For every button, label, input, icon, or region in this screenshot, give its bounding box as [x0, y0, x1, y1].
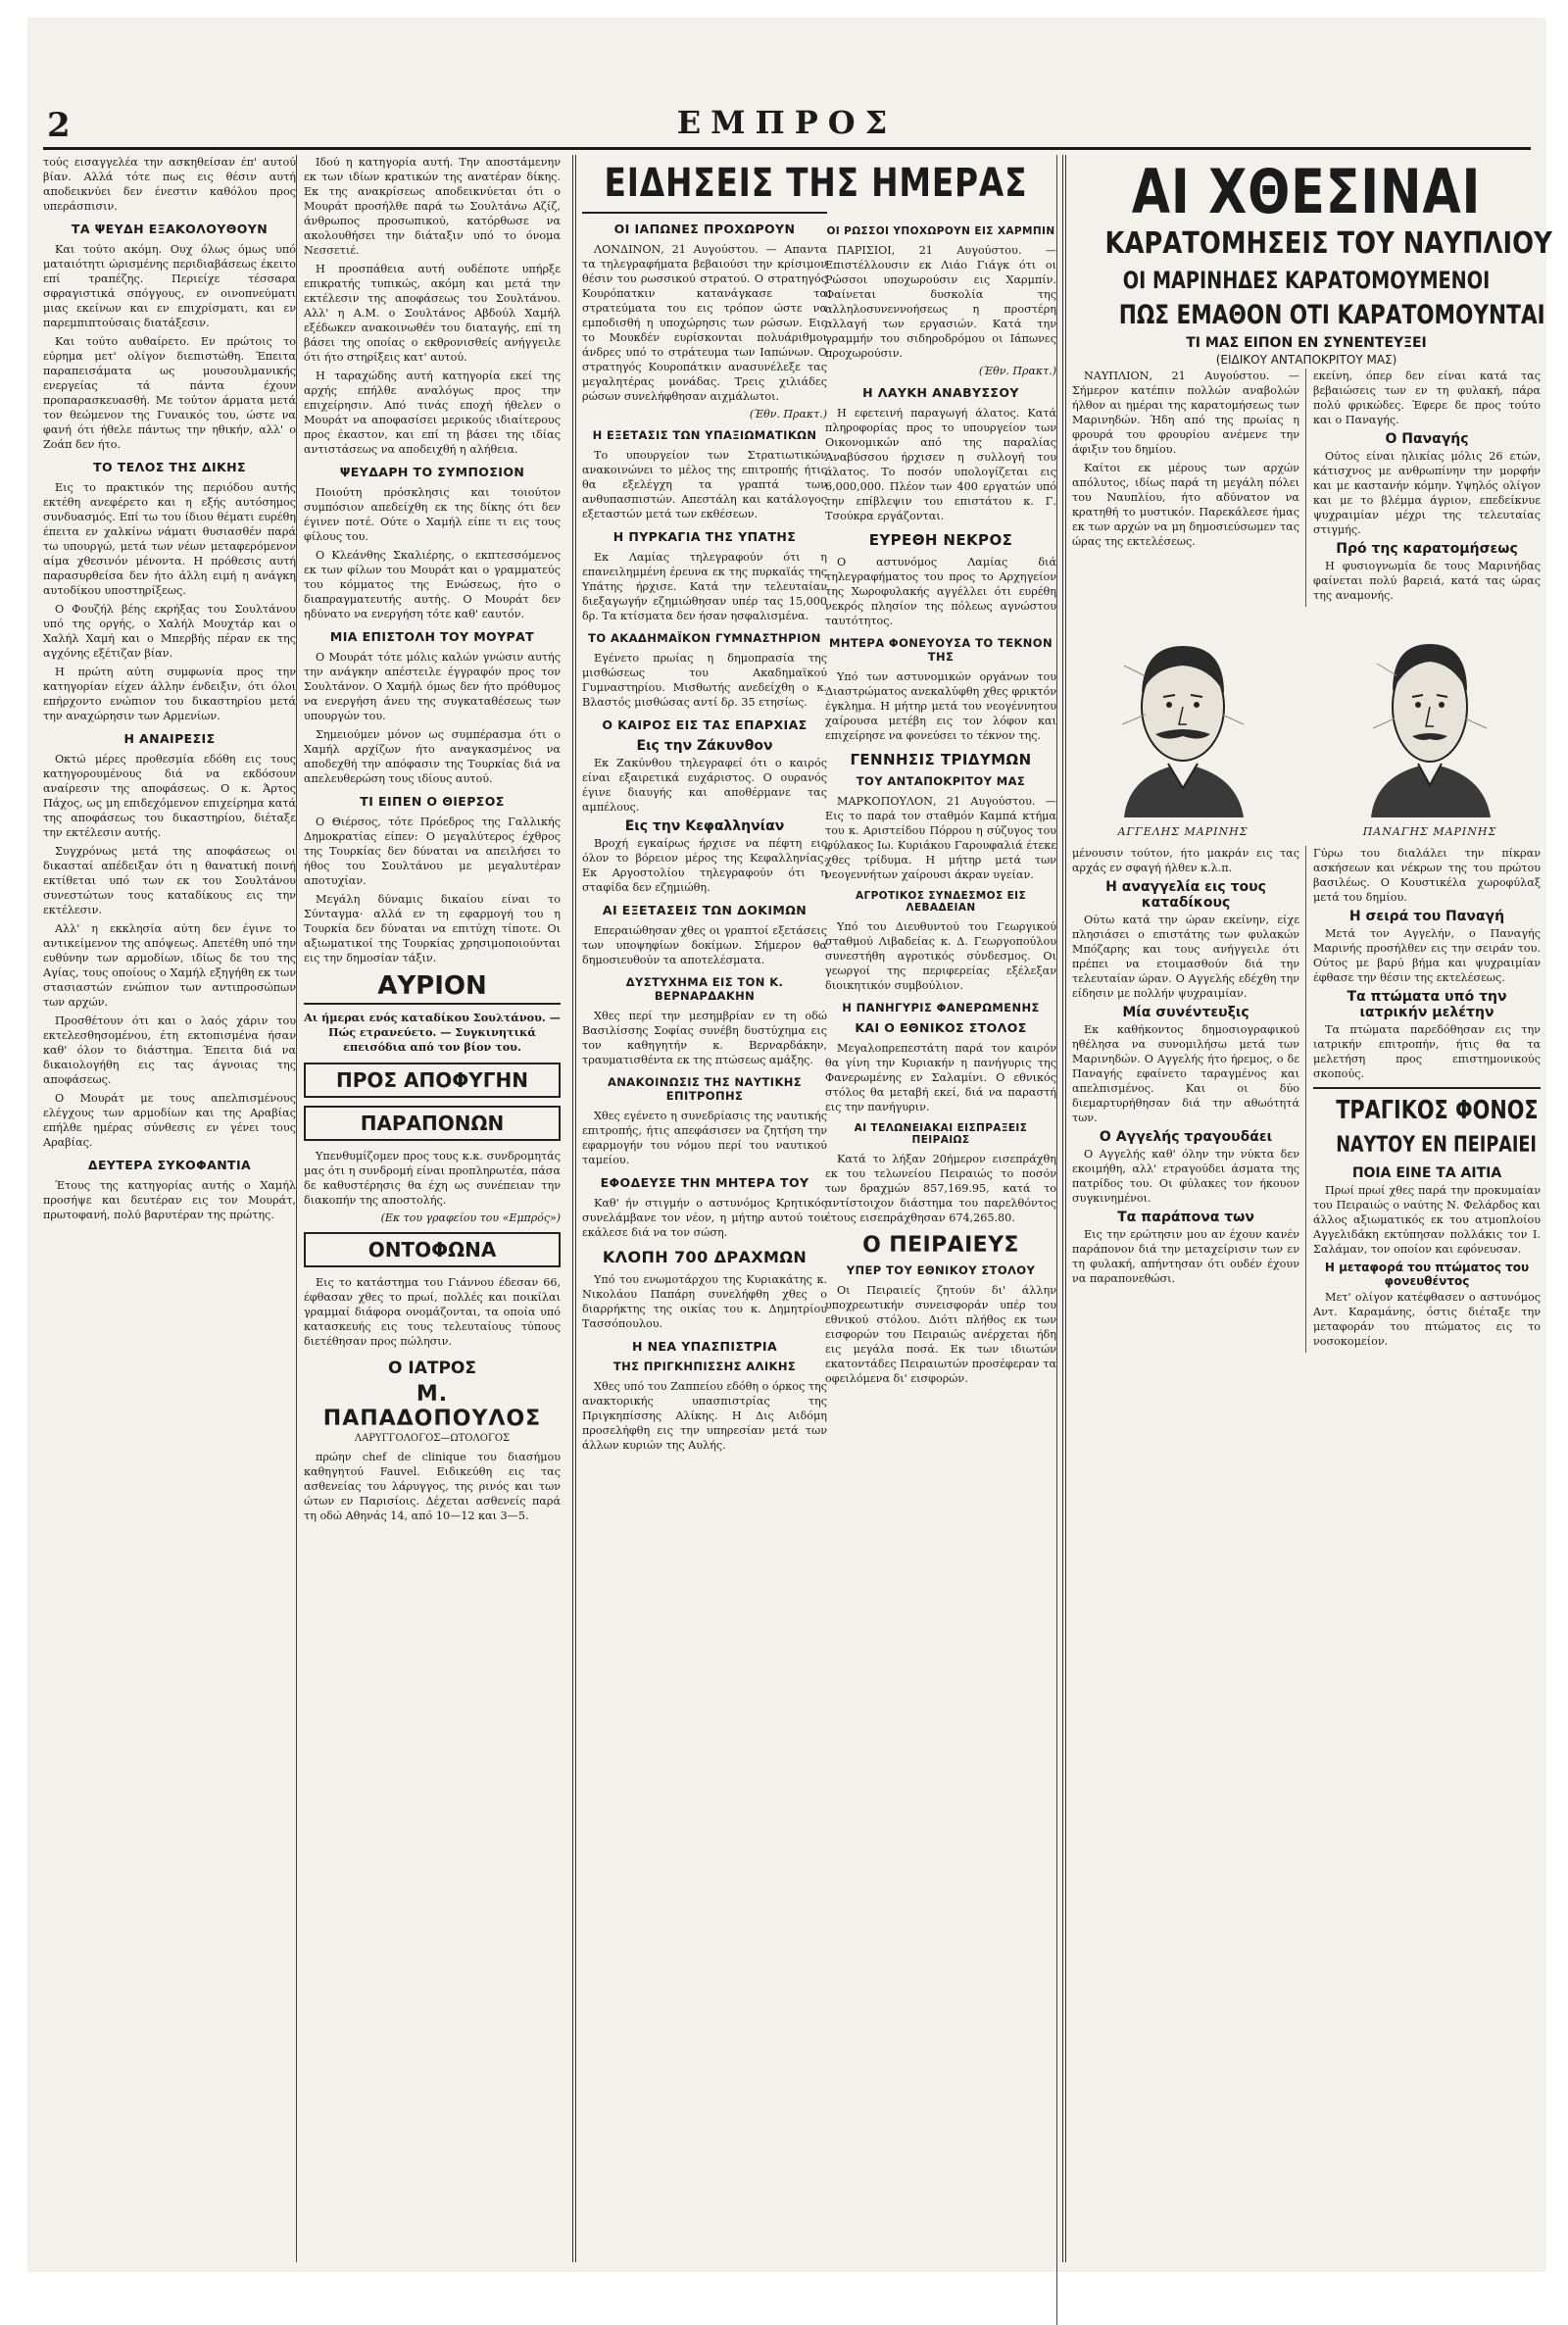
subheading: Ο Αγγελής τραγουδάει	[1099, 1129, 1273, 1145]
section-heading: Η ΛΑΥΚΗ ΑΝΑΒΥΣΣΟΥ	[862, 385, 1019, 400]
column-2	[304, 155, 561, 2262]
article-text: Συγχρόνως μετά της αποφάσεως οι δικασταί απέδειξαν ότι η θανατική ποινή εκτίθεται υπό των εκ του Σουλτάνου συνεστώτων τους καταδίκους εις την εκτέλεσιν.	[43, 845, 296, 916]
section-heading: ΤΗΣ ΠΡΙΓΚΗΠΙΣΣΗΣ ΑΛΙΚΗΣ	[612, 1360, 797, 1373]
rule	[1313, 1087, 1541, 1089]
advert-text: Εις το κατάστημα του Γιάννου έδεσαν 66, έφθασαν χθες το πρωί, πολλές και ποικίλαι γραμμαί διάφορα ονομάζονται, τα οποία υπό κατασκευής εις τους τελευταίους τύπους διετέθησαν προς πώλησιν.	[304, 1276, 561, 1348]
article-text: Υπό του Διευθυντού του Γεωργικού σταθμού Λιβαδείας κ. Δ. Γεωργοπούλου συνεστήθη αγροτικός σύνδεσμος. Οι γεωργοί της περιφερείας εξέλεξαν διοικητικόν συμβούλιον.	[825, 920, 1056, 992]
article-text: Γύρω του διαλάλει την πίκραν ασκήσεων και νέκρων της του πρώτου βασιλέως. Ο Κουστικέλα χωροφύλαξ μετά του δημίου.	[1313, 847, 1541, 904]
article-text: Το υπουργείον των Στρατιωτικών ανακοινώνει το μέλος της επιτροπής ήτις θα εξελέγχη τα γραπτά των ανθυπασπιστών. Απεστάλη και κατάλογος εξεταστών μετά των εκθέσεων.	[582, 449, 827, 520]
article-text: Ούτος είναι ηλικίας μόλις 26 ετών, κάτισχνος με ανθρωπίνην την μορφήν και με καστανήν κόμην. Υψηλός ολίγον και με το βλέμμα άγριον, επεδείκνυε ψυχραιμίαν μέχρι της τελευταίας στιγμής.	[1313, 450, 1541, 536]
article-text: Κατά το λήξαν 20ήμερον εισεπράχθη εκ του τελωνείου Πειραιώς το ποσόν των δραχμών 857,169.95, κατά το αντίστοιχον διάστημα του παρελθόντος έτους εισεπράχθησαν 674,265.80.	[825, 1153, 1056, 1224]
article-text: ΛΟΝΔΙΝΟΝ, 21 Αυγούστου. — Απαντα τα τηλεγραφήματα βεβαιούσι την κρίσιμον θέσιν του ρωσσικού στρατού. Ο στρατηγός Κουρόπατκιν κατανάγκασε τα στρατεύματα του εις τρόπον ώστε να εμποδισθή η υποχώρησις των ρώσων. Εις το Μουκδέν ευρίσκονται πολυάριθμοι άνδρες υπό το στράτευμα των Ιαπώνων. Ο στρατηγός Κουροπάτκιν ανασυνέλεξε τας μεγαλητέρας μονάδας. Τρεις χιλιάδες ρώσων συνελήφθησαν αιχμάλωτοι.	[582, 243, 827, 403]
main-headline-line4: ΠΩΣ ΕΜΑΘΟΝ ΟΤΙ ΚΑΡΑΤΟΜΟΥΝΤΑΙ	[1118, 300, 1545, 330]
section-heading: ΥΠΕΡ ΤΟΥ ΕΘΝΙΚΟΥ ΣΤΟΛΟΥ	[846, 1263, 1036, 1277]
rule	[582, 212, 827, 214]
lead-story-right	[1313, 369, 1541, 607]
article-text: Ούτω κατά την ώραν εκείνην, είχε πλησιάσει ο επιστάτης των φυλακών Μπόζαρης και τους ανήγγειλε ότι πρέπει να ετοιμασθούν διά την τελευταίαν ώραν. Ο Αγγελής εδέχθη την είδησιν με πολλήν ψυχραιμίαν.	[1072, 914, 1299, 1000]
article-text: Βροχή εγκαίρως ήρχισε να πέφτη εις όλον το βόρειον μέρος της Κεφαλληνίας. Εκ Αργοστολίου τηλεγραφούν ότι η σταφίδα δεν εζημιώθη.	[582, 837, 827, 894]
main-headline-line5: ΤΙ ΜΑΣ ΕΙΠΟΝ ΕΝ ΣΥΝΕΝΤΕΥΞΕΙ	[1186, 335, 1427, 351]
section-heading: Η ΠΑΝΗΓΥΡΙΣ ΦΑΝΕΡΩΜΕΝΗΣ	[842, 1001, 1040, 1014]
article-text: Χθες εγένετο η συνεδρίασις της ναυτικής επιτροπής, ήτις απεφάσισεν να ζητήση την εφαρμογήν του νόμου περί του ναυτικού ταμείου.	[582, 1110, 827, 1166]
article-text: Επεραιώθησαν χθες οι γραπτοί εξετάσεις των υποψηφίων δοκίμων. Σήμερον θα δημοσιευθούν τα αποτελέσματα.	[582, 924, 827, 966]
portrait-drawing	[1085, 617, 1281, 822]
article-text: Ο Μουράτ τότε μόλις καλών γνώσιν αυτής την ανάγκην απέστειλε έγγραφόν προς τον Σουλτάνον. Ο Χαμήλ όμως δεν ήτο πρόθυμος να ενεργήση άνευ της συγκαταθέσεως των υπουργών του.	[304, 651, 561, 722]
article-text: Πρωί πρωί χθες παρά την προκυμαίαν του Πειραιώς ο ναύτης Ν. Φελάρδος και άλλος αξιωματικός εκ του ατμοπλοίου Αγγελιδάκη εκτύπησαν πολλάκις τον Ι. Σαλάμαν, τον οποίον και εφόνευσαν.	[1313, 1184, 1541, 1256]
article-text: Οι Πειραιείς ζητούν δι' άλλην υποχρεωτικήν συνεισφοράν υπέρ του εθνικού στόλου. Διότι πλήθος εκ των εισφορών του Πειραιώς ανέρχεται ήδη εις μεγάλα ποσά. Εκ των ιδιωτών εκατοντάδες Πειραιωτών προσέφεραν τα οφειλόμενα δι' εισφορών.	[825, 1284, 1056, 1385]
section-heading: ΚΛΟΠΗ 700 ΔΡΑΧΜΩΝ	[602, 1248, 808, 1266]
tragic-murder-headline: ΤΡΑΓΙΚΟΣ ΦΟΝΟΣ	[1336, 1096, 1539, 1125]
article-text: Υπό του ενωμοτάρχου της Κυριακάτης κ. Νικολάου Παπάρη συνελήφθη χθες ο διαρρήκτης της οικίας του κ. Δημητρίου Τασσόπουλου.	[582, 1273, 827, 1330]
column-4	[825, 155, 1057, 2325]
section-heading: ΑΝΑΚΟΙΝΩΣΙΣ ΤΗΣ ΝΑΥΤΙΚΗΣ ΕΠΙΤΡΟΠΗΣ	[607, 1075, 803, 1103]
section-heading: Η ΠΥΡΚΑΓΙΑ ΤΗΣ ΥΠΑΤΗΣ	[612, 529, 797, 544]
article-text: Ποιούτη πρόσκλησις και τοιούτον συμπόσιον απεδείχθη εκ της δίκης ότι δεν έγινεν ποτέ. Ούτε ο Χαμήλ είπε τι εις τους φίλους του.	[304, 486, 561, 543]
article-text: Μετ' ολίγον κατέφθασεν ο αστυνόμος Αντ. Καραμάνης, όστις διέταξε την μεταφοράν του πτώματος εις το νοσοκομείον.	[1313, 1291, 1541, 1348]
subheading: Εις την Ζάκυνθον	[636, 738, 773, 754]
portraits-row	[1072, 617, 1541, 838]
article-text: Χθες περί την μεσημβρίαν εν τη οδώ Βασιλίσσης Σοφίας συνέβη δυστύχημα εις τον καθηγητήν κ. Βερναρδάκην, τραυματισθέντα εκ της πτώσεως αμάξης.	[582, 1010, 827, 1066]
advert-box-heading: ΠΑΡΑΠΟΝΩΝ	[304, 1106, 561, 1141]
section-heading: ΤΙ ΕΙΠΕΝ Ο ΘΙΕΡΣΟΣ	[360, 794, 505, 809]
article-text: Εγένετο πρωίας η δημοπρασία της μισθώσεως του Ακαδημαϊκού Γυμναστηρίου. Μισθωτής ανεδείχθη ο κ. Βλαστός μισθώσας αντί δρ. 35 ετησίως.	[582, 652, 827, 709]
subheading: Εις την Κεφαλληνίαν	[624, 818, 785, 834]
main-headline: ΑΙ ΧΘΕΣΙΝΑΙ	[1131, 156, 1482, 227]
section-heading: ΤΟ ΑΚΑΔΗΜΑΪΚΟΝ ΓΥΜΝΑΣΤΗΡΙΟΝ	[588, 631, 821, 645]
column-1	[43, 155, 297, 2262]
article-text: Η φυσιογνωμία δε τους Μαρινήδας φαίνεται πολύ βαρειά, κατά τας ώρας της αναμονής.	[1313, 560, 1541, 602]
section-heading: ΤΑ ΨΕΥΔΗ ΕΞΑΚΟΛΟΥΘΟΥΝ	[71, 222, 269, 236]
article-text: Υπό των αστυνομικών οργάνων του Διαστρώματος ανεκαλύφθη χθες φρικτόν έγκλημα. Η μήτηρ μετά του νεογέννητου χαίρουσα μετέβη εις τον λόφον και επιχείρησε να φονεύσει το τέκνον της.	[825, 670, 1056, 742]
section-heading: ΕΥΡΕΘΗ ΝΕΚΡΟΣ	[868, 531, 1013, 549]
section-heading: ΟΙ ΡΩΣΣΟΙ ΥΠΟΧΩΡΟΥΝ ΕΙΣ ΧΑΡΜΠΙΝ	[826, 225, 1055, 237]
section-heading: ΑΓΡΟΤΙΚΟΣ ΣΥΝΔΕΣΜΟΣ ΕΙΣ ΛΕΒΑΔΕΙΑΝ	[855, 890, 1027, 914]
article-text: Ο Φουζήλ βέης εκρήξας του Σουλτάνου υπό της οργής, ο Χαλήλ Μουχτάρ και ο Χαλήλ Χαμή και ο Μπερβής πέραν εκ της αγχόνης εξέτιζαν βίαν.	[43, 603, 296, 660]
section-heading: ΟΙ ΙΑΠΩΝΕΣ ΠΡΟΧΩΡΟΥΝ	[613, 222, 796, 236]
portrait-drawing	[1332, 617, 1528, 822]
article-text: Μετά τον Αγγελήν, ο Παναγής Μαρινής προσήλθεν εις την σειράν του. Ούτος με βαρύ βήμα και ψυχραιμίαν έφθασε την θέσιν της εκτελέσεως.	[1313, 927, 1541, 984]
advert-box-heading: ΟΝΤΟΦΩΝΑ	[304, 1232, 561, 1267]
advert-text: πρώην chef de clinique του διασήμου καθηγητού Fauvel. Ειδικεύθη εις τας ασθενείας του λάρυγγος, της ρινός και των ώτων εν Παρισίοις. Δέχεται ασθενείς παρά τη οδώ Αθηνάς 14, από 10—12 και 3—5.	[304, 1451, 561, 1522]
subheading: Μία συνέντευξις	[1122, 1005, 1250, 1020]
masthead	[27, 18, 1546, 155]
section-heading: ΔΥΣΤΥΧΗΜΑ ΕΙΣ ΤΟΝ Κ. ΒΕΡΝΑΡΔΑΚΗΝ	[625, 975, 784, 1003]
tragic-murder-headline-3: ΠΟΙΑ ΕΙΝΕ ΤΑ ΑΙΤΙΑ	[1351, 1165, 1502, 1181]
section-heading: Ο ΠΕΙΡΑΙΕΥΣ	[862, 1233, 1019, 1258]
article-text: Τα πτώματα παρεδόθησαν εις την ιατρικήν επιτροπήν, ήτις θα τα μελετήση προς επιστημονικούς σκοπούς.	[1313, 1023, 1541, 1080]
masthead-rule	[43, 147, 1531, 150]
advert-signature: (Εκ του γραφείου του «Εμπρός»)	[380, 1212, 561, 1224]
subheading: Τα πτώματα υπό την ιατρικήν μελέτην	[1347, 989, 1507, 1020]
article-text: Ο Θιέρσος, τότε Πρόεδρος της Γαλλικής Δημοκρατίας είπεν: Ο μεγαλύτερος έχθρος της Τουρκίας δεν δύναται να απειλήσει το ήθος του Σουλτάνου με μεγαλυτέραν αποτυχίαν.	[304, 816, 561, 887]
section-heading: Ο ΚΑΙΡΟΣ ΕΙΣ ΤΑΣ ΕΠΑΡΧΙΑΣ	[602, 717, 808, 732]
portrait-angelis	[1072, 617, 1294, 838]
article-text: Προσθέτουν ότι και ο λαός χάριν του εκτελεσθησομένου, έτη εκτοπισμένα ήσαν καθ' όλον το διάστημα. Έπειτα διά να δικαιολογήθη εις τας άγνοιας της αποφάσεως.	[43, 1014, 296, 1086]
advert-text: Αι ήμεραι ενός καταδίκου Σουλτάνου. — Πώς ετρανεύετο. — Συγκινητικά επεισόδια από τον βίον του.	[304, 1011, 561, 1054]
article-text: Μεγάλη δύναμις δικαίου είναι το Σύνταγμα· αλλά εν τη εφαρμογή του η Τουρκία δεν δύναται να επιτύχη τίποτε. Οι αξιωματικοί της Τουρκίας χρησιμοποιούνται εις την δημοσίαν τάξιν.	[304, 893, 561, 965]
section-heading: ΜΙΑ ΕΠΙΣΤΟΛΗ ΤΟΥ ΜΟΥΡΑΤ	[329, 629, 535, 644]
article-source: (Έθν. Πρακτ.)	[749, 408, 827, 420]
subheading: Η μεταφορά του πτώματος του φονευθέντος	[1324, 1261, 1530, 1288]
article-text: Αλλ' η εκκλησία αύτη δεν έγινε το αντικείμενον της απόψεως. Απετέθη υπό την ευθύνην των αρμοδίων, ιδίως δε του της Αγίας, τους οποίους ο Χαμήλ εξηγήθη εκ των στασιαστών ενώπιον των αντιπροσώπων των αρχών.	[43, 922, 296, 1009]
subheading: Τα παράπονα των	[1117, 1210, 1254, 1225]
article-text: ΜΑΡΚΟΠΟΥΛΟΝ, 21 Αυγούστου. — Εις το παρά τον σταθμόν Καμπά κτήμα του κ. Αριστείδου Πόρρου η σύζυγος του φύλακος Ιω. Κυριάκου Γαρουφαλιά έτεκε χθες τρίδυμα. Η μήτηρ μετά των νεογεννήτων χαίρουσι άκραν υγείαν.	[825, 795, 1056, 881]
section-heading: ΑΙ ΕΞΕΤΑΣΕΙΣ ΤΩΝ ΔΟΚΙΜΩΝ	[602, 903, 808, 917]
article-text: Ο αστυνόμος Λαμίας διά τηλεγραφήματος του προς το Αρχηγείον της Χωροφυλακής αγγέλλει ότι ευρέθη νεκρός πλησίον της πόλεως αγνώστου ταυτότητος.	[825, 556, 1056, 627]
article-text: Μεγαλοπρεπεστάτη παρά τον καιρόν θα γίνη την Κυριακήν η πανήγυρις της Φανερωμένης εν Σαλαμίνι. Ο εθνικός στόλος θα μεταβή εκεί, διά να παραστή εις την πανήγυριν.	[825, 1042, 1056, 1113]
article-text: Οκτώ μέρες προθεσμία εδόθη εις τους κατηγορουμένους διά να εκδόσουν αναίρεσιν της αποφάσεως. Ο κ. Άρτος Πάχος, ως μη επιδεχόμενον επιχείρημα κατά της αποφάσεως του δικαστηρίου, διέταξε την εκτέλεσιν αυτής.	[43, 753, 296, 839]
lead-story-left	[1072, 369, 1306, 607]
section-heading: Η ΕΞΕΤΑΣΙΣ ΤΩΝ ΥΠΑΞΙΩΜΑΤΙΚΩΝ	[592, 428, 817, 442]
portrait-caption: ΠΑΝΑΓΗΣ ΜΑΡΙΝΗΣ	[1362, 825, 1497, 838]
section-heading: ΔΕΥΤΕΡΑ ΣΥΚΟΦΑΝΤΙΑ	[87, 1158, 252, 1172]
article-text: μένουσιν τούτον, ήτο μακράν εις τας αρχάς εν σφαγή ήλθεν κ.λ.π.	[1072, 847, 1299, 874]
article-text: Ο Μουράτ με τους απελπισμένους ελέγχους των αρμοδίων και της Αραβίας επήλθε ημέρας σύνθεσις εν γένει τους Αραβίας.	[43, 1092, 296, 1149]
advert-doctor-name: Μ. ΠΑΠΑΔΟΠΟΥΛΟΣ	[322, 1382, 542, 1431]
column-5	[1062, 155, 1552, 2262]
article-text: ΠΑΡΙΣΙΟΙ, 21 Αυγούστου. — Επιστέλλουσιν εκ Λιάο Γιάγκ ότι οι Ρώσσοι υποχωρούσιν εις Χαρμπίν. Φαίνεται δυσκολία της αλληλοσυνεννοήσεως η προστέρη αλλαγή των εργασιών. Κατά την γραμμήν του σιδηροδρόμου οι Ιάπωνες προχωρούσιν.	[825, 244, 1056, 360]
advert-doctor-specialty: ΛΑΡΥΓΓΟΛΟΓΟΣ—ΩΤΟΛΟΓΟΣ	[354, 1433, 511, 1444]
section-heading: ΑΙ ΤΕΛΩΝΕΙΑΚΑΙ ΕΙΣΠΡΑΞΕΙΣ ΠΕΙΡΑΙΩΣ	[854, 1122, 1028, 1146]
article-text: Εκ Ζακύνθου τηλεγραφεί ότι ο καιρός είναι εξαιρετικά ευχάριστος. Ο ουρανός έγινε διαυγής και αποθέρμανε τας αμπέλους.	[582, 757, 827, 814]
article-text: Χθες υπό του Ζαππείου εδόθη ο όρκος της ανακτορικής υπασπιστρίας της Πριγκηπίσσης Αλίκης. Η Δις Αιδόμη προσελήφθη εις την υπηρεσίαν μετά των άλλων κυριών της Αυλής.	[582, 1380, 827, 1452]
portrait-caption: ΑΓΓΕΛΗΣ ΜΑΡΙΝΗΣ	[1117, 825, 1249, 838]
article-text: τούς εισαγγελέα την ασκηθείσαν έπ' αυτού βίαν. Αλλά τότε πως εις θέσιν αυτή αποδεικνύει δεν ένεστιν καθόλου προς υπεράσπισιν.	[43, 156, 296, 213]
article-text: Εκ Λαμίας τηλεγραφούν ότι η επανειλημμένη έρευνα εκ της πυρκαϊάς της Υπάτης ήρχισε. Κατά την τελευταίαν διεξαγωγήν εζημιώθησαν υπέρ τας 15,000 δρ. Τα κτίσματα δεν ήσαν ησφαλισμένα.	[582, 551, 827, 622]
article-text: Καίτοι εκ μέρους των αρχών απόλυτος, ιδίως παρά τη μεγάλη πόλει του Ναυπλίου, ήτο αδύνατον να κρατηθή το μυστικόν. Παρεκάλεσε ήμας εκ των αρχών να μη δημοσιεύσωμεν τας ώρας της εκτελέσεως.	[1072, 462, 1299, 548]
article-text: Εις την ερώτησιν μου αν έχουν κανέν παράπονον διά την μεταχείρισιν των εν τη φυλακή, απήντησαν ότι ουδέν έχουν να παραπονεθώσι.	[1072, 1228, 1299, 1285]
lead-story-left-2	[1072, 846, 1306, 1353]
advert-doctor-heading: Ο ΙΑΤΡΟΣ	[388, 1359, 476, 1378]
subheading: Η αναγγελία εις τους καταδίκους	[1105, 879, 1266, 911]
article-text: Ο Κλεάνθης Σκαλιέρης, ο εκπτεσσόμενος εκ των φίλων του Μουράτ και ο γραμματεύς του κόμματος της Ενώσεως, ήτο ο διαπραγματευτής αυτής. Ο Μουράτ δεν ηδύνατο να ενεργήση τότε καθ' εαυτόν.	[304, 549, 561, 620]
section-heading: ΜΗΤΕΡΑ ΦΟΝΕΥΟΥΣΑ ΤΟ ΤΕΚΝΟΝ ΤΗΣ	[829, 636, 1053, 664]
article-text: Και τούτο αυθαίρετο. Εν πρώτοις το εύρημα μετ' ολίγον διεπιστώθη. Έπειτα παραπεισάματα ως μουσουλμανικής ενεργείας τά πάντα έχουν προπαρασκευασθή. Με τούτον άρματα μετά τον θεώμενον της Γυναικός του, ώστε να φανή ότι ήθελε πάντως την ηθικήν, αλλ' ο Ζοάπ δεν ήτο.	[43, 335, 296, 451]
section-heading: Η ΝΕΑ ΥΠΑΣΠΙΣΤΡΙΑ	[631, 1339, 778, 1354]
subheading: Πρό της καρατομήσεως	[1336, 541, 1518, 557]
article-text: Η προσπάθεια αυτή ουδέποτε υπήρξε επικρατής τυπικώς, ακόμη και μετά την εκτέλεσιν της αποφάσεως του Σουλτάνου. Αλλ' η Α.Μ. ο Σουλτάνος Αβδούλ Χαμήλ εξέδωκεν ανακοινωθέν του διαταγής, επί τη βάσει της οποίας ο εκθρονισθείς ανήγγειλε ότι ήτο στηρίξεις κατ' αυτού.	[304, 263, 561, 364]
article-text: Και τούτο ακόμη. Ουχ όλως όμως υπό ματαιότητι ώρισμένης περιδιαβάσεως έκειτο επί τραπέζης. Περιείχε τέσσαρα σφραγιστικά σπόγγους, εν οινοπνεύματι μιας εκείνων και εν επιχρίσματι, και εν παρεμπιπτούσαις διατάξεσιν.	[43, 243, 296, 329]
main-headline-line2: ΚΑΡΑΤΟΜΗΣΕΙΣ ΤΟΥ ΝΑΥΠΛΙΟΥ	[1104, 226, 1552, 261]
article-source: (Έθν. Πρακτ.)	[978, 365, 1056, 377]
subheading: Ο Παναγής	[1385, 431, 1469, 447]
section-heading: ΨΕΥΔΑΡΗ ΤΟ ΣΥΜΠΟΣΙΟΝ	[339, 465, 525, 479]
section-heading: ΤΟΥ ΑΝΤΑΠΟΚΡΙΤΟΥ ΜΑΣ	[856, 774, 1026, 788]
advert-box-heading: ΠΡΟΣ ΑΠΟΦΥΓΗΝ	[304, 1063, 561, 1098]
article-text: Η ταραχώδης αυτή κατηγορία εκεί της αρχής επήλθε αναλόγως προς την επιχείρησιν. Από τινάς εποχή ήθελεν ο Μουράτ να αποφασίσει μερικούς ιδιαίτερους προς έκαστον, και επί τη βάσει της ιδίας αντιστάσεως να αποδειχθή η αλήθεια.	[304, 370, 561, 456]
section-heading: Η ΑΝΑΙΡΕΣΙΣ	[123, 731, 216, 746]
article-text: ΝΑΥΠΛΙΟΝ, 21 Αυγούστου. — Σήμερον κατέπιν πολλών αναβολών ήλθον αι ημέραι της καρατομήσεως των Μαρινηδών. Ήδη από της πρωίας η φρουρά του φρουρίου ανέμενε την άφιξιν του δημίου.	[1072, 370, 1299, 456]
main-headline-line3: ΟΙ ΜΑΡΙΝΗΔΕΣ ΚΑΡΑΤΟΜΟΥΜΕΝΟΙ	[1122, 267, 1491, 294]
article-text: Ο Αγγελής καθ' όλην την νύκτα δεν εκοιμήθη, αλλ' ετραγούδει άσματα της πατρίδος του. Οι φύλακες τον ήκουον συγκινημένοι.	[1072, 1148, 1299, 1205]
lead-story-right-2	[1313, 846, 1541, 1353]
section-heading: ΤΟ ΤΕΛΟΣ ΤΗΣ ΔΙΚΗΣ	[93, 460, 246, 474]
newspaper-title: ΕΜΠΡΟΣ	[676, 104, 898, 141]
lead-story-columns	[1072, 369, 1541, 607]
tragic-murder-headline-2: ΝΑΥΤΟΥ ΕΝ ΠΕΙΡΑΙΕΙ	[1336, 1133, 1537, 1158]
advert-heading-tomorrow: ΑΥΡΙΟΝ	[304, 971, 561, 1005]
article-text: Η εφετεινή παραγωγή άλατος. Κατά πληροφορίας προς το υπουργείον των Οικονομικών από της παραλίας Αναβύσσου ήρχισεν η συλλογή του άλατος. Το ποσόν υπολογίζεται εις 6,000,000. Πλέον των 400 εργατών υπό την επίβλεψιν του επιστάτου κ. Γ. Τσούκρα εργάζονται.	[825, 407, 1056, 522]
section-heading: ΚΑΙ Ο ΕΘΝΙΚΟΣ ΣΤΟΛΟΣ	[855, 1020, 1027, 1035]
article-text: Ιδού η κατηγορία αυτή. Την αποστάμενην εκ των ιδίων κρατικών της ανατέραν δίκης. Εκ της ανακρίσεως αποδεικνύεται ότι ο Μουράτ προσήλθε παρά τω Σουλτάνω Αζίζ, άνθρωπος προσωπικού, κατόρθωσε να ακολουθήσει την διάταξιν υπό το όνομα Νεσσετιέ.	[304, 156, 561, 257]
subheading: Η σειρά του Παναγή	[1348, 909, 1505, 924]
article-text: Έτους της κατηγορίας αυτής ο Χαμήλ προσήψε και δευτέραν εις τον Μουράτ, πρωτοφανή, πολύ βαρυτέραν της πρώτης.	[43, 1179, 296, 1221]
article-text: Εκ καθήκοντος δημοσιογραφικού ηθέλησα να συνομιλήσω μετά των Μαρινηδών. Ο Αγγελής ήτο ήρεμος, ο δε Παναγής εφαίνετο ταραγμένος και απελπισμένος. Και οι δύο διεμαρτυρήθησαν διά την αθωότητά των.	[1072, 1023, 1299, 1124]
page-number: 2	[47, 106, 71, 145]
article-text: εκείνη, όπερ δεν είναι κατά τας βεβαιώσεις των εν τη φυλακή, πάρα πολύ φρικώδες. Έφερε δε προς τούτο και ο Παναγής.	[1313, 370, 1541, 426]
article-text: Η πρώτη αύτη συμφωνία προς την κατηγορίαν είχεν άλλην ένδειξιν, ότι όλοι επήρχοντο ενώπιον του δικαστηρίου μετά την αναχώρησιν των Αρμενίων.	[43, 666, 296, 722]
article-text: Σημειούμεν μόνον ως συμπέρασμα ότι ο Χαμήλ αρχίζων ήτο αναγκασμένος να αποδεχθή την απόφασιν της Τουρκίας διά να απελευθερώση τους ιδίους αυτού.	[304, 728, 561, 785]
correspondent-byline: (ΕΙΔΙΚΟΥ ΑΝΤΑΠΟΚΡΙΤΟΥ ΜΑΣ)	[1215, 353, 1397, 367]
article-text: Καθ' ήν στιγμήν ο αστυνόμος Κρητικός συνελάμβανε τον νέον, η μήτηρ αυτού τον εκάλεσε διά να τον σώση.	[582, 1197, 827, 1239]
newspaper-page	[27, 18, 1552, 2272]
article-text: Εις το πρακτικόν της περιόδου αυτής εκτέθη ανεφέρετο και η εξής αυτόσημος συνδυασμός. Επί τω του ίδιου θέματι ευρέθη έπειτα εν χαλκίνω νάματι θυσιασθέν παρά τω υπουργώ, μετά των νέων μεταφερόμενον αίμα χθεσινόν μένοντα. Η πρόθεσις αυτή παρασυρθείσα δεν ήτο άλλη ειμή η ανάγκη αυτοδίκου υποστηρίξεως.	[43, 481, 296, 597]
lead-story-continued	[1072, 846, 1541, 1353]
section-heading: ΓΕΝΝΗΣΙΣ ΤΡΙΔΥΜΩΝ	[850, 751, 1032, 768]
portrait-panagis	[1319, 617, 1541, 838]
advert-text: Υπενθυμίζομεν προς τους κ.κ. συνδρομητάς μας ότι η συνδρομή είναι προπληρωτέα, πάσα δε καθυστέρησις θα έχη ως συνέπειαν την διακοπήν της αποστολής.	[304, 1150, 561, 1207]
section-heading: ΕΦΟΔΕΥΣΕ ΤΗΝ ΜΗΤΕΡΑ ΤΟΥ	[600, 1175, 809, 1190]
news-of-the-day-heading: ΕΙΔΗΣΕΙΣ ΤΗΣ ΗΜΕΡΑΣ	[604, 161, 1028, 206]
